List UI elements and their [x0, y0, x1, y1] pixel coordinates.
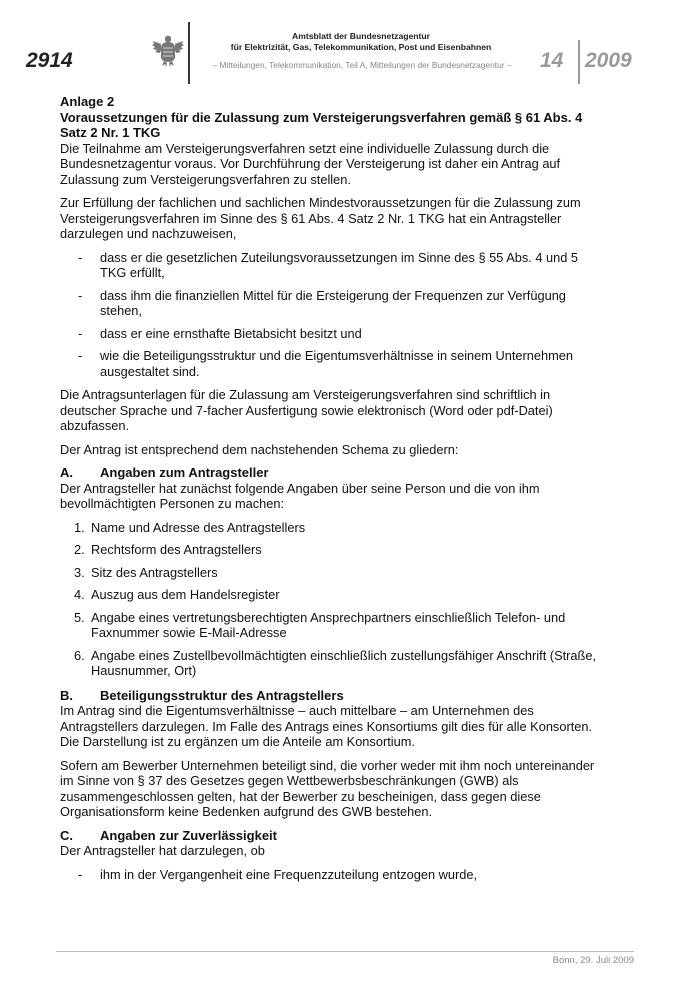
requirements-list	[60, 250, 600, 380]
list-item: - wie die Beteiligungsstruktur und die Eigentumsverhältnisse in seinem Unternehmen ausgestaltet sind.	[78, 348, 574, 379]
list-item: 2. Rechtsform des Antragstellers	[74, 542, 262, 557]
list-item: - ihm in der Vergangenheit eine Frequenzzuteilung entzogen wurde,	[78, 866, 478, 882]
list-item: 3. Sitz des Antragstellers	[74, 564, 218, 580]
section-letter: A.	[60, 465, 73, 480]
issue-number: 14	[540, 49, 564, 72]
page-header	[0, 0, 700, 90]
section-b-heading	[60, 688, 600, 704]
federal-eagle-icon	[152, 33, 184, 67]
dash-bullet: -	[78, 287, 83, 303]
paragraph-schema: Der Antrag ist entsprechend dem nachstehenden Schema zu gliedern:	[60, 441, 459, 457]
list-item: - dass ihm die finanziellen Mittel für die Ersteigerung der Frequenzen zur Verfügung stehen,	[78, 287, 566, 318]
journal-section: – Mitteilungen, Telekommunikation, Teil A, Mitteilungen der Bundesnetzagentur –	[212, 60, 512, 70]
list-item: 5. Angabe eines vertretungsberechtigten Ansprechpartners einschließlich Telefon- und Faxnummer sowie E-Mail-Adresse	[74, 609, 566, 640]
paragraph-submission: Die Antragsunterlagen für die Zulassung am Versteigerungsverfahren sind schriftlich in deutscher Sprache und 7-facher Ausfertigung sowie elektronisch (Word oder pdf-Datei) abzufassen.	[60, 387, 553, 433]
section-c-heading	[60, 828, 600, 844]
section-a-text: Der Antragsteller hat zunächst folgende Angaben über seine Person und die von ihm bevollmächtigten Personen zu machen:	[60, 480, 540, 511]
list-item: 4. Auszug aus dem Handelsregister	[74, 587, 280, 602]
reliability-list	[60, 867, 600, 883]
header-divider	[188, 22, 190, 84]
list-item: 6. Angabe eines Zustellbevollmächtigten einschließlich zustellungsfähiger Anschrift (Straße, Hausnummer, Ort)	[74, 647, 597, 678]
document-body	[60, 94, 600, 890]
section-c-text: Der Antragsteller hat darzulegen, ob	[60, 843, 265, 858]
intro-paragraph-1: Die Teilnahme am Versteigerungsverfahren setzt eine individuelle Zulassung durch die Bundesnetzagentur voraus. Vor Durchführung der Versteigerung ist daher ein Antrag auf Zulassung zum Versteigerungsverfahren zu stellen.	[60, 140, 561, 187]
issue-divider	[578, 40, 580, 84]
section-title: Angaben zum Antragsteller	[100, 465, 269, 480]
section-b-paragraph-1: Im Antrag sind die Eigentumsverhältnisse – auch mittelbare – am Unternehmen des Antragstellers darzulegen. Im Falle des Antrags eines Konsortiums gilt dies für alle Konsorten. Die Darstellung ist zu ergänzen um die Anteile am Konsortium.	[60, 703, 593, 749]
intro-paragraph-2: Zur Erfüllung der fachlichen und sachlichen Mindestvoraussetzungen für die Zulassung zum Versteigerungsverfahren im Sinne des § 61 Abs. 4 Satz 2 Nr. 1 TKG hat ein Antragsteller darzulegen und nachzuweisen,	[60, 195, 581, 241]
footer-place-date: Bonn, 29. Juli 2009	[552, 955, 634, 966]
list-item: 1. Name und Adresse des Antragstellers	[74, 519, 306, 535]
section-a-heading	[60, 465, 600, 481]
applicant-details-list	[60, 520, 600, 679]
document-heading: Voraussetzungen für die Zulassung zum Versteigerungsverfahren gemäß § 61 Abs. 4 Satz 2 Nr. 1 TKG	[60, 109, 583, 140]
journal-title: Amtsblatt der Bundesnetzagentur	[292, 31, 430, 41]
section-title: Angaben zur Zuverlässigkeit	[100, 827, 277, 843]
dash-bullet: -	[78, 866, 83, 882]
section-title: Beteiligungsstruktur des Antragstellers	[100, 687, 344, 703]
section-letter: B.	[60, 687, 73, 703]
dash-bullet: -	[78, 325, 83, 341]
annex-label: Anlage 2	[60, 94, 115, 109]
issue-year: 2009	[585, 49, 632, 72]
section-letter: C.	[60, 827, 73, 843]
page-number: 2914	[26, 49, 73, 72]
footer-divider	[56, 951, 634, 952]
section-b-paragraph-2: Sofern am Bewerber Unternehmen beteiligt sind, die vorher weder mit ihm noch untereinander im Sinne von § 37 des Gesetzes gegen Wettbewerbsbeschränkungen (GWB) als zusammengeschlossen gelten, hat der Bewerber zu bescheinigen, dass gegen diese Organisationsform keine Bedenken aufgrund des GWB bestehen.	[60, 757, 595, 819]
list-item: - dass er die gesetzlichen Zuteilungsvoraussetzungen im Sinne des § 55 Abs. 4 und 5 TKG erfüllt,	[78, 249, 579, 280]
journal-title-sub: für Elektrizität, Gas, Telekommunikation, Post und Eisenbahnen	[230, 42, 492, 52]
dash-bullet: -	[78, 249, 83, 265]
list-item: - dass er eine ernsthafte Bietabsicht besitzt und	[78, 325, 362, 341]
dash-bullet: -	[78, 348, 83, 363]
